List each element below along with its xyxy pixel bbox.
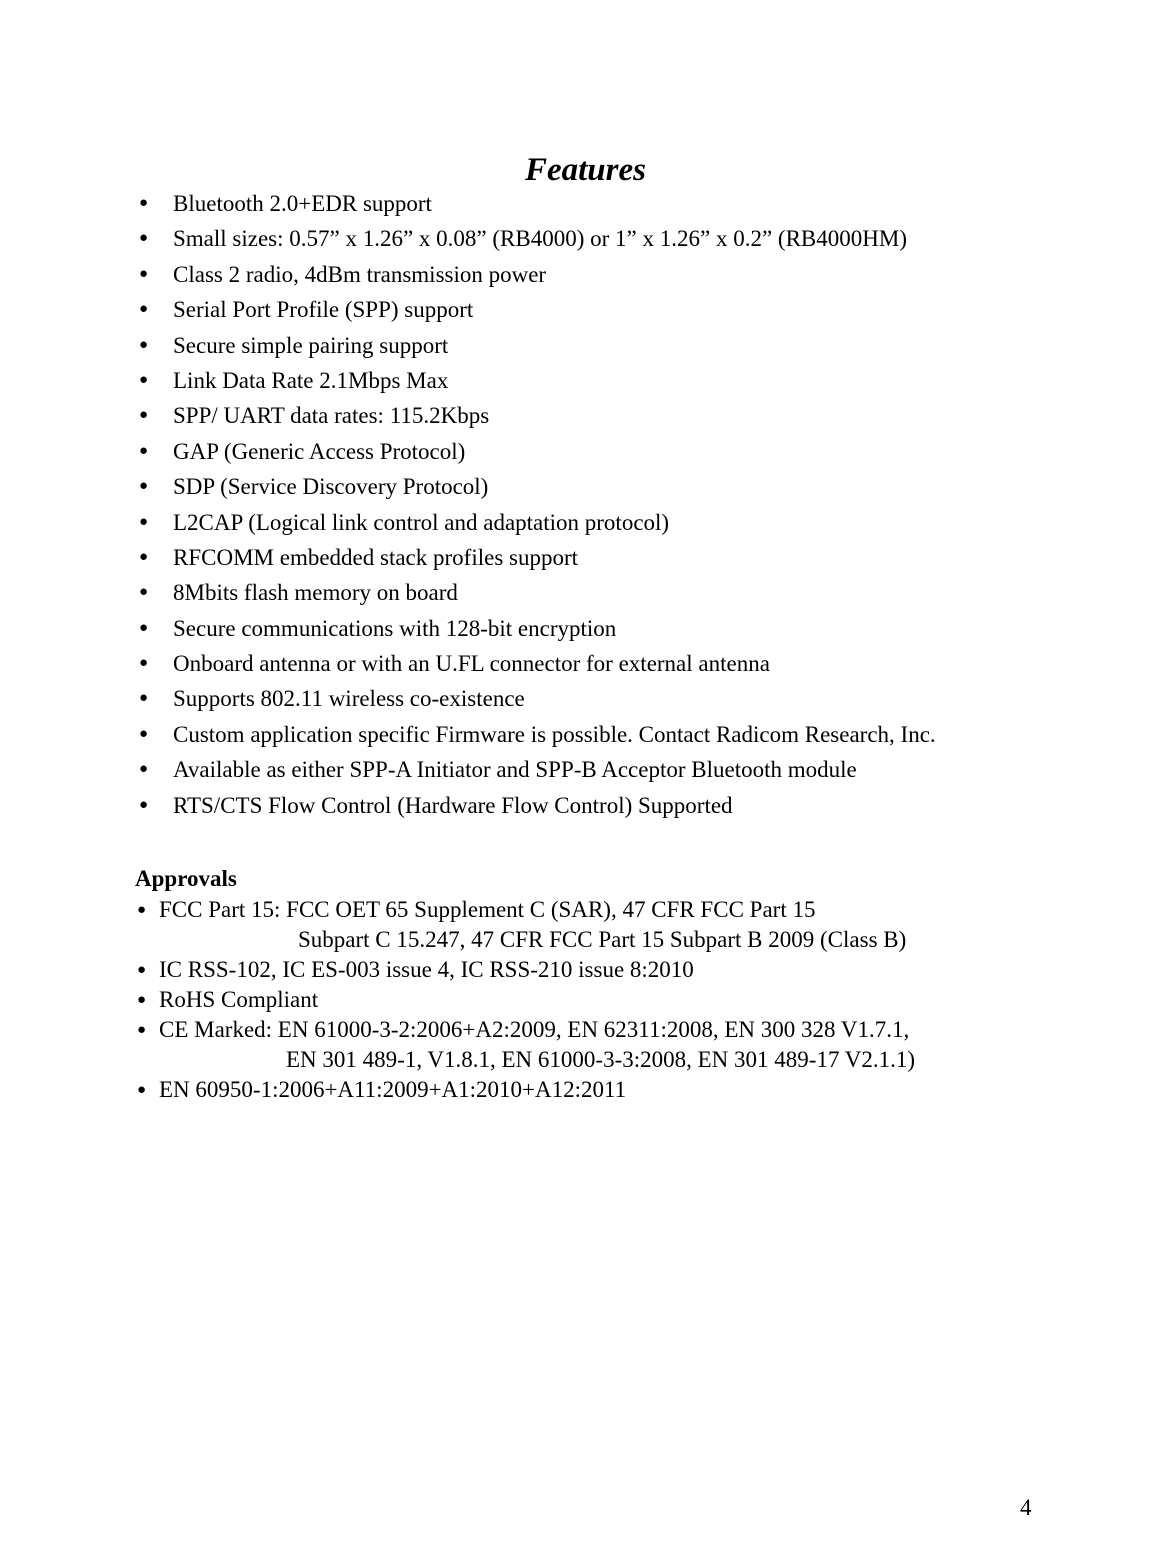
list-item [135,363,1095,398]
list-item [135,292,1095,327]
bullet-icon: ● [139,761,149,778]
feature-text: SDP (Service Discovery Protocol) [173,474,489,500]
approval-text: FCC Part 15: FCC OET 65 Supplement C (SAR), 47 CFR FCC Part 15 [159,897,816,922]
list-item [135,575,1095,610]
list-item [135,221,1095,256]
bullet-icon: ● [139,336,149,353]
bullet-icon: ● [137,962,147,978]
feature-text: GAP (Generic Access Protocol) [173,438,466,464]
approval-text: IC RSS-102, IC ES-003 issue 4, IC RSS-210 issue 8:2010 [159,957,694,982]
list-item [135,328,1095,363]
feature-text: Supports 802.11 wireless co-existence [173,686,525,712]
feature-text: Secure communications with 128-bit encryption [173,615,617,641]
bullet-icon: ● [139,584,149,601]
bullet-icon: ● [139,690,149,707]
bullet-icon: ● [137,902,147,918]
list-item [135,681,1095,716]
approval-continuation: Subpart C 15.247, 47 CFR FCC Part 15 Subpart B 2009 (Class B) [298,927,907,952]
feature-text: Small sizes: 0.57” x 1.26” x 0.08” (RB4000) or 1” x 1.26” x 0.2” (RB4000HM) [173,226,907,252]
list-item [135,611,1095,646]
list-item [135,1015,1095,1075]
list-item [135,717,1095,752]
bullet-icon: ● [139,442,149,459]
bullet-icon: ● [139,371,149,388]
bullet-icon: ● [139,619,149,636]
feature-text: 8Mbits flash memory on board [173,580,458,606]
bullet-icon: ● [137,1082,147,1098]
list-item [135,257,1095,292]
feature-text: Serial Port Profile (SPP) support [173,297,474,323]
approval-text: RoHS Compliant [159,987,319,1012]
bullet-icon: ● [139,407,149,424]
bullet-icon: ● [139,195,149,211]
approval-continuation: EN 301 489-1, V1.8.1, EN 61000-3-3:2008, EN 301 489-17 V2.1.1) [286,1047,916,1072]
feature-text: L2CAP (Logical link control and adaptation protocol) [173,509,670,535]
list-item [135,646,1095,681]
list-item [135,788,1095,823]
list-item [135,1075,1095,1105]
list-item [135,398,1095,433]
feature-text: Link Data Rate 2.1Mbps Max [173,367,449,393]
feature-text: RTS/CTS Flow Control (Hardware Flow Control) Supported [173,792,733,818]
bullet-icon: ● [139,230,149,247]
feature-text: Bluetooth 2.0+EDR support [173,191,432,216]
approvals-list [135,895,1095,1105]
bullet-icon: ● [139,301,149,318]
bullet-icon: ● [139,265,149,282]
list-item [135,955,1095,985]
list-item [135,752,1095,787]
bullet-icon: ● [137,1022,147,1038]
bullet-icon: ● [139,478,149,495]
approvals-heading: Approvals [135,866,237,891]
feature-text: Available as either SPP-A Initiator and SPP-B Acceptor Bluetooth module [173,757,857,783]
bullet-icon: ● [139,655,149,672]
feature-text: Onboard antenna or with an U.FL connector for external antenna [173,651,770,677]
feature-text: Class 2 radio, 4dBm transmission power [173,261,547,287]
list-item [135,434,1095,469]
feature-text: Custom application specific Firmware is possible. Contact Radicom Research, Inc. [173,721,936,747]
bullet-icon: ● [139,513,149,530]
bullet-icon: ● [139,796,149,813]
page-number: 4 [1020,1495,1032,1520]
bullet-icon: ● [139,725,149,742]
list-item [135,505,1095,540]
page-title: Features [524,152,646,188]
list-item [135,469,1095,504]
list-item [135,985,1095,1015]
list-item [135,540,1095,575]
approval-text: CE Marked: EN 61000-3-2:2006+A2:2009, EN 62311:2008, EN 300 328 V1.7.1, [159,1017,910,1042]
feature-text: SPP/ UART data rates: 115.2Kbps [173,403,490,429]
feature-text: Secure simple pairing support [173,332,449,358]
list-item [135,895,1095,955]
approval-text: EN 60950-1:2006+A11:2009+A1:2010+A12:2011 [159,1077,627,1102]
bullet-icon: ● [139,548,149,565]
features-list [135,186,1095,823]
feature-text: RFCOMM embedded stack profiles support [173,544,579,570]
list-item [135,186,1095,221]
bullet-icon: ● [137,992,147,1008]
